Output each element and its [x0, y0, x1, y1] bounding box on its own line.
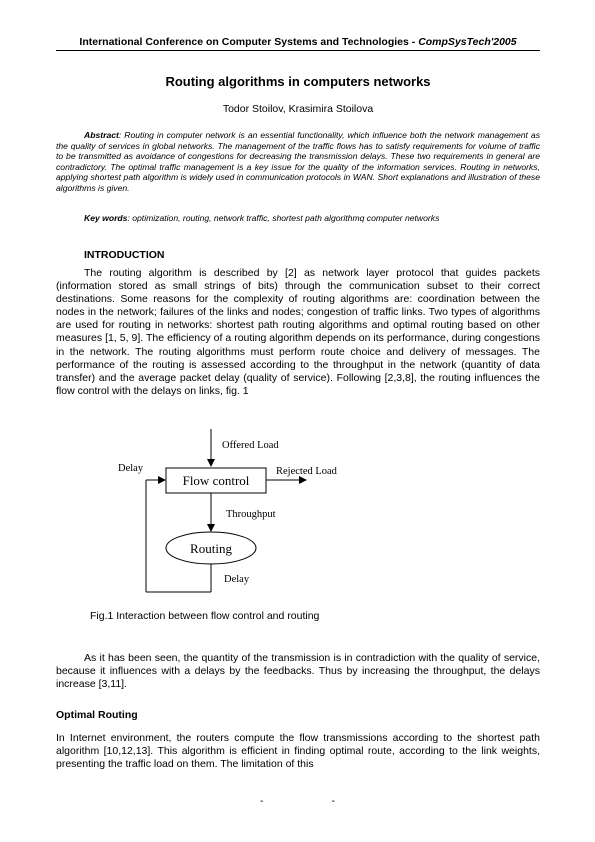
offered-load-label: Offered Load	[222, 440, 279, 451]
paper-authors: Todor Stoilov, Krasimira Stoilova	[222, 103, 374, 115]
intro-paragraph-1: The routing algorithm is described by [2] as network layer protocol that guides packets (information stored as small strings of bits) through the communication subset to their correct destinations. Some reasons for the complexity of routing algorithms are: coordination between the nodes in the network; failures of the links and nodes; congestion of traffic links. Two types of algorithms are used for routing in networks: shortest path routing algorithms and optimal routing based on other measures [1, 5, 9]. The efficiency of a routing algorithm depends on its performance, during congestions in the network. The routing algorithms must perform route choice and delivery of messages. The performance of the routing is assessed according to the throughput in the network (quantity of data transfer) and the average packet delay (quality of service). Following [2,3,8], the routing influences the flow control with the delays on links, fig. 1	[56, 267, 540, 397]
flow-control-label: Flow control	[182, 473, 250, 488]
abstract	[56, 130, 540, 194]
header-conf: CompSysTech'2005	[418, 36, 517, 48]
routing-label: Routing	[190, 541, 232, 556]
page-mark-left: -	[260, 795, 264, 807]
abstract-label: Abstract	[84, 130, 119, 140]
paper-title: Routing algorithms in computers networks	[165, 74, 431, 89]
delay-top-label: Delay	[118, 463, 144, 474]
optimal-routing-heading: Optimal Routing	[56, 709, 138, 721]
optimal-routing-paragraph: In Internet environment, the routers compute the flow transmissions according to the shortest path algorithm [10,12,13]. This algorithm is efficient in finding optimal route, according to the link weights, presenting the traffic load on them. The limitation of this	[56, 732, 540, 771]
intro-paragraph-2: As it has been seen, the quantity of the transmission is in contradiction with the quality of service, because it influences with a delays by the feedbacks. Thus by increasing the throughput, the delays increase [3,11].	[56, 652, 540, 691]
throughput-label: Throughput	[226, 509, 276, 520]
intro-heading: INTRODUCTION	[84, 249, 165, 261]
abstract-text: : Routing in computer network is an essential functionality, which influence both the network management as the quality of services in global networks. The management of the traffic flows has to satisfy requirements for volume of traffic to be transmitted as avoidance of congestions for decreasing the transmission delays. These two requirements in general are contradictory. The optimal traffic management is a key issue for the quality of the information services. Routing in networks, applying shortest path algorithm is widely used in communication protocols in WAN. Short explanations and illustration of these algorithms is given.	[56, 130, 540, 193]
conference-header	[56, 36, 540, 48]
page-mark-right: -	[331, 795, 335, 807]
keywords-text: : optimization, routing, network traffic, shortest path algorithmq computer networks	[127, 213, 440, 223]
header-prefix: International Conference on Computer Systems and Technologies -	[79, 36, 419, 48]
page-number	[260, 795, 335, 807]
keywords	[56, 213, 540, 224]
rejected-load-label: Rejected Load	[276, 466, 337, 477]
flow-routing-diagram	[100, 425, 380, 600]
keywords-label: Key words	[84, 213, 128, 223]
delay-bottom-label: Delay	[224, 574, 250, 585]
figure-caption: Fig.1 Interaction between flow control and routing	[90, 610, 320, 622]
header-rule	[56, 50, 540, 51]
